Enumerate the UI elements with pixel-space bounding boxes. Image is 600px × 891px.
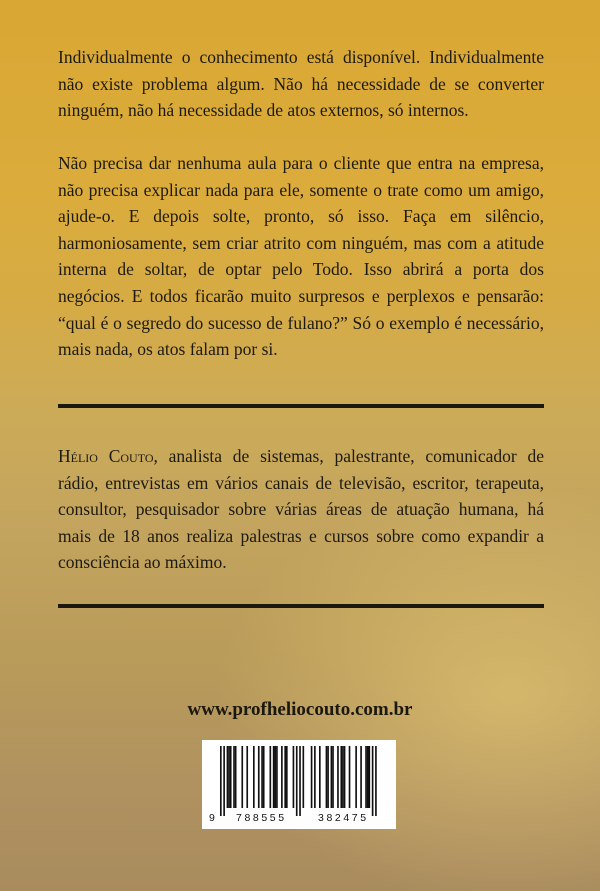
barcode-bar — [241, 746, 243, 808]
barcode-bar — [281, 746, 283, 808]
barcode-bar — [246, 746, 248, 808]
barcode-bar — [227, 746, 229, 808]
barcode-bar — [233, 746, 235, 808]
barcode-bar — [319, 746, 321, 808]
barcode-bar — [284, 746, 286, 808]
barcode-bar — [349, 746, 351, 808]
barcode-bar — [230, 746, 232, 808]
barcode-bar — [327, 746, 329, 808]
barcode-bar — [337, 746, 339, 808]
barcode-bar — [223, 746, 225, 816]
barcode-bar — [273, 746, 275, 808]
author-bio — [58, 443, 544, 576]
barcode-bar — [293, 746, 295, 808]
website-url[interactable]: www.profheliocouto.com.br — [187, 699, 413, 720]
barcode-bar — [228, 746, 230, 808]
barcode-bar — [276, 746, 278, 808]
intro-paragraph: Individualmente o conhecimento está disponível. Individualmente não existe problema algum. Não há necessidade de se converter ninguém, não há necessidade de atos externos, só internos. — [58, 47, 544, 121]
barcode-bar — [311, 746, 313, 808]
body-paragraph: Não precisa dar nenhuma aula para o cliente que entra na empresa, não precisa explicar nada para ele, somente o trate como um amigo, ajude-o. E depois solte, pronto, só isso. Faça em silêncio, harmoniosamente, sem criar atrito com ninguém, mas com a atitude interna de soltar, de optar pelo Todo. Isso abrirá a porta dos negócios. E todos ficarão muito surpresos e perplexos e pensarão: “qual é o segredo do sucesso de fulano?” Só o exemplo é necessário, mais nada, os atos falam por si. — [58, 153, 544, 360]
barcode-bar — [365, 746, 367, 808]
barcode-bar — [342, 746, 344, 808]
barcode-bar — [367, 746, 369, 808]
barcode-bar — [332, 746, 334, 808]
isbn-barcode — [202, 740, 396, 829]
barcode-bar — [375, 746, 377, 816]
barcode-bar — [253, 746, 255, 808]
divider-bottom — [58, 604, 544, 608]
barcode-bar — [314, 746, 316, 808]
barcode-bar — [372, 746, 374, 816]
barcode-bar — [360, 746, 362, 808]
barcode-bar — [326, 746, 328, 808]
barcode-bar — [303, 746, 305, 808]
barcode-bar — [344, 746, 346, 808]
author-bio-text: , analista de sistemas, palestrante, comunicador de rádio, entrevistas em vários canais de televisão, escritor, terapeuta, consultor, pesquisador sobre várias áreas de atuação humana, há mais de 18 anos realiza palestras e cursos sobre como expandir a consciência ao máximo. — [58, 446, 545, 573]
barcode-bar — [235, 746, 237, 808]
barcode-bar — [258, 746, 260, 808]
barcode-bar — [369, 746, 371, 808]
divider-top — [58, 404, 544, 408]
barcode-bar — [296, 746, 298, 816]
barcode-bar — [340, 746, 342, 808]
barcode-bar — [261, 746, 263, 808]
barcode-bar — [270, 746, 272, 808]
barcode-bar — [331, 746, 333, 808]
barcode-bar — [299, 746, 301, 816]
barcode-left-digits: 788555 — [236, 812, 287, 824]
barcode-bar — [220, 746, 222, 816]
barcode-lead-digit: 9 — [209, 812, 215, 824]
barcode-bar — [274, 746, 276, 808]
author-name: Hélio Couto — [58, 446, 154, 466]
barcode-bar — [355, 746, 357, 808]
barcode-bar — [263, 746, 265, 808]
barcode-right-digits: 382475 — [318, 812, 369, 824]
barcode-bar — [286, 746, 288, 808]
